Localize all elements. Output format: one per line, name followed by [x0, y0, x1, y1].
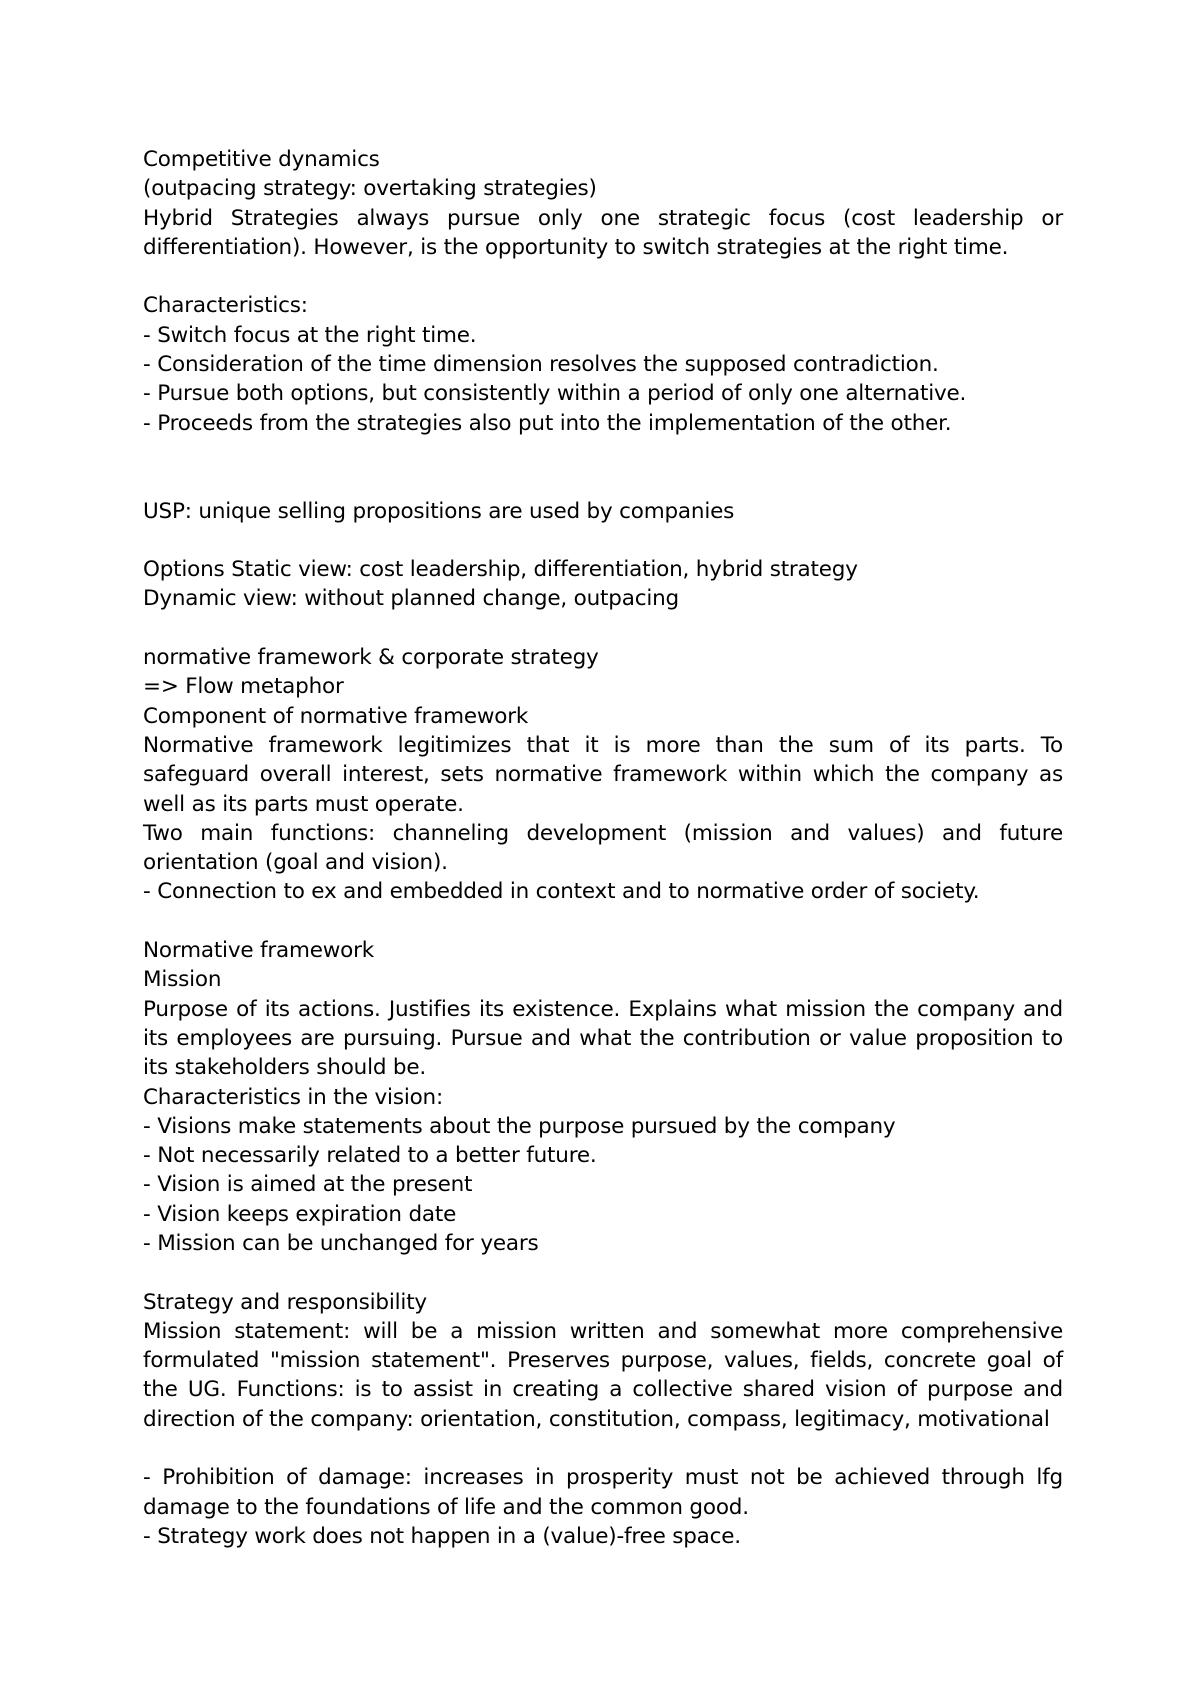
paragraph-line: the UG. Functions: is to assist in creating a collective shared vision of purpose and [143, 1377, 1063, 1403]
component-line: Component of normative framework [143, 703, 529, 729]
list-item: - Prohibition of damage: increases in prosperity must not be achieved through lfg [143, 1465, 1063, 1491]
usp-line: USP: unique selling propositions are used by companies [143, 498, 735, 524]
heading-normative-framework: Normative framework [143, 938, 374, 964]
options-dynamic-line: Dynamic view: without planned change, outpacing [143, 586, 679, 612]
paragraph-line: Normative framework legitimizes that it is more than the sum of its parts. To [143, 732, 1063, 758]
paragraph-line: safeguard overall interest, sets normative framework within which the company as [143, 762, 1063, 788]
heading-characteristics: Characteristics: [143, 293, 308, 319]
paragraph-line: its employees are pursuing. Pursue and what the contribution or value proposition to [143, 1025, 1063, 1051]
paragraph-line: damage to the foundations of life and the common good. [143, 1494, 749, 1520]
list-item: - Pursue both options, but consistently within a period of only one alternative. [143, 381, 967, 407]
heading-strategy-responsibility: Strategy and responsibility [143, 1289, 427, 1315]
list-item: - Connection to ex and embedded in context and to normative order of society. [143, 879, 980, 905]
paragraph-line: formulated "mission statement". Preserves purpose, values, fields, concrete goal of [143, 1348, 1063, 1374]
paragraph-line: its stakeholders should be. [143, 1055, 427, 1081]
list-item: - Mission can be unchanged for years [143, 1230, 539, 1256]
heading-mission: Mission [143, 967, 222, 993]
list-item: - Vision is aimed at the present [143, 1172, 473, 1198]
paragraph-line: Purpose of its actions. Justifies its existence. Explains what mission the company and [143, 996, 1063, 1022]
list-item: - Strategy work does not happen in a (value)-free space. [143, 1523, 741, 1549]
document-page [143, 145, 1063, 1551]
list-item: - Consideration of the time dimension resolves the supposed contradiction. [143, 352, 939, 378]
heading-competitive-dynamics: Competitive dynamics [143, 147, 380, 172]
paragraph-line: differentiation). However, is the opportunity to switch strategies at the right time. [143, 234, 1009, 260]
paragraph-line: Mission statement: will be a mission written and somewhat more comprehensive [143, 1318, 1063, 1344]
heading-vision-characteristics: Characteristics in the vision: [143, 1084, 444, 1110]
paragraph-line: Two main functions: channeling development (mission and values) and future [143, 820, 1063, 846]
list-item: - Visions make statements about the purpose pursued by the company [143, 1113, 896, 1139]
paragraph-line: direction of the company: orientation, constitution, compass, legitimacy, motivational [143, 1406, 1050, 1432]
heading-normative-corporate: normative framework & corporate strategy [143, 645, 599, 671]
options-static-line: Options Static view: cost leadership, differentiation, hybrid strategy [143, 557, 858, 583]
list-item: - Vision keeps expiration date [143, 1201, 457, 1227]
paragraph-line: well as its parts must operate. [143, 791, 464, 817]
list-item: - Switch focus at the right time. [143, 322, 477, 348]
list-item: - Proceeds from the strategies also put into the implementation of the other. [143, 410, 952, 436]
paragraph-line: orientation (goal and vision). [143, 850, 448, 876]
flow-metaphor-line: => Flow metaphor [143, 674, 344, 700]
paragraph-line: Hybrid Strategies always pursue only one strategic focus (cost leadership or [143, 205, 1063, 231]
subheading-outpacing: (outpacing strategy: overtaking strategies) [143, 176, 597, 202]
list-item: - Not necessarily related to a better future. [143, 1143, 597, 1169]
